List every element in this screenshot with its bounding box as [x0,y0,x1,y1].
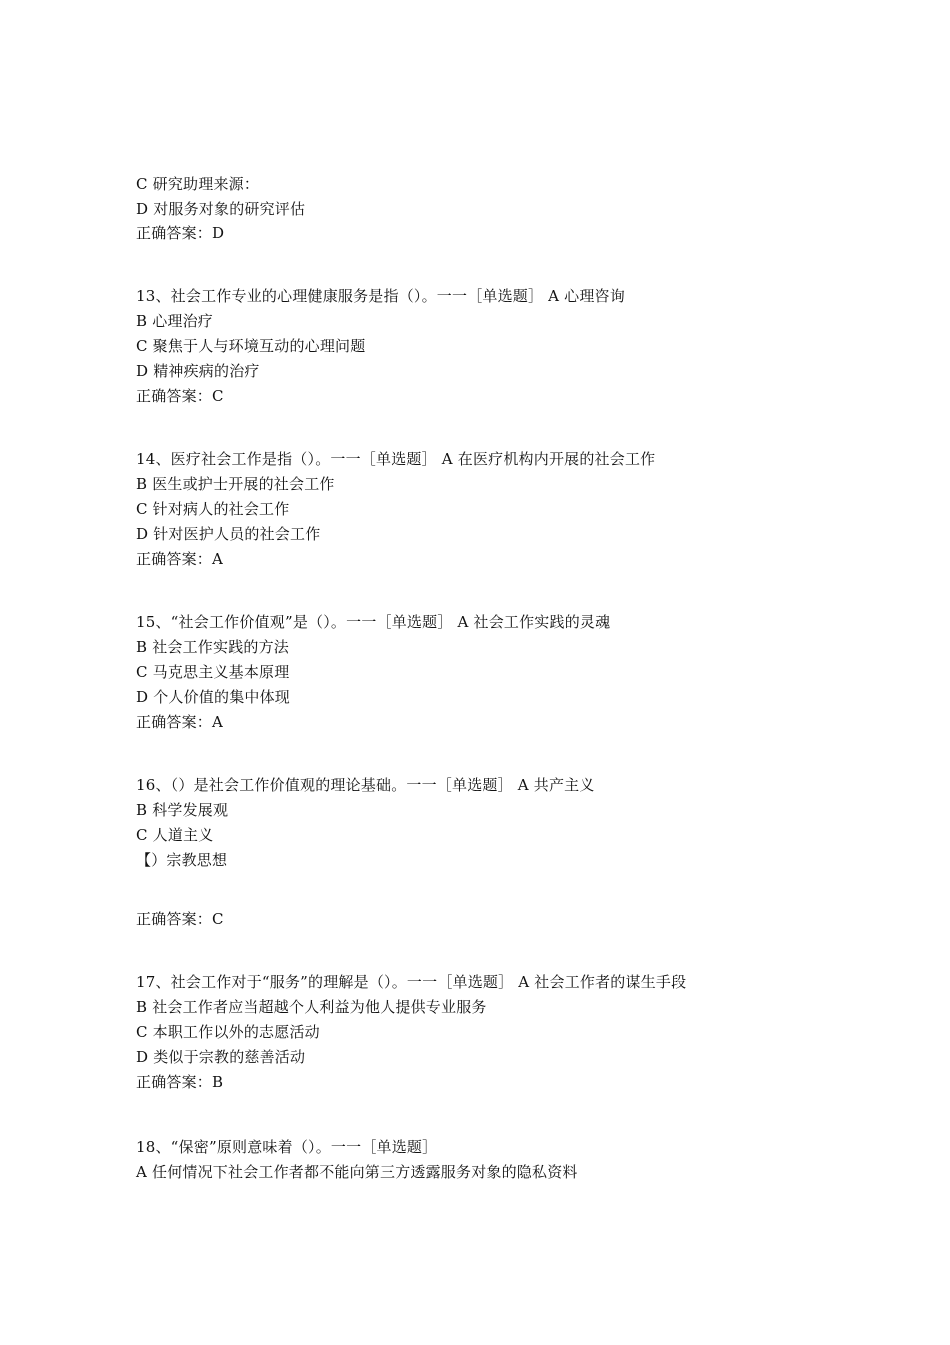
question-17: 17、社会工作对于“服务”的理解是（）。一一［单选题］ A 社会工作者的谋生手段 [136,973,687,991]
option-d-q14: D 针对医护人员的社会工作 [136,525,321,543]
answer-q12: 正确答案：D [136,224,225,242]
option-d-q16: 【）宗教思想 [136,851,228,869]
option-c-q17: C 本职工作以外的志愿活动 [136,1023,320,1041]
answer-q16: 正确答案：C [136,910,224,928]
option-d-q12: D 对服务对象的研究评估 [136,200,306,218]
option-c-q16: C 人道主义 [136,826,214,844]
option-b-q16: B 科学发展观 [136,801,229,819]
option-c-q14: C 针对病人的社会工作 [136,500,290,518]
question-14: 14、医疗社会工作是指（）。一一［单选题］ A 在医疗机构内开展的社会工作 [136,450,656,468]
answer-q17: 正确答案：B [136,1073,224,1091]
option-b-q15: B 社会工作实践的方法 [136,638,289,656]
option-c-q13: C 聚焦于人与环境互动的心理问题 [136,337,366,355]
option-c-q15: C 马克思主义基本原理 [136,663,290,681]
question-16: 16、（）是社会工作价值观的理论基础。一一［单选题］ A 共产主义 [136,776,595,794]
question-13: 13、社会工作专业的心理健康服务是指（）。一一［单选题］ A 心理咨询 [136,287,625,305]
option-d-q15: D 个人价值的集中体现 [136,688,290,706]
option-d-q13: D 精神疾病的治疗 [136,362,260,380]
answer-q14: 正确答案：A [136,550,224,568]
option-d-q17: D 类似于宗教的慈善活动 [136,1048,306,1066]
option-b-q14: B 医生或护士开展的社会工作 [136,475,335,493]
option-a-q18: A 任何情况下社会工作者都不能向第三方透露服务对象的隐私资料 [136,1163,578,1181]
question-18: 18、“保密”原则意味着（）。一一［单选题］ [136,1138,438,1156]
question-15: 15、“社会工作价值观”是（）。一一［单选题］ A 社会工作实践的灵魂 [136,613,611,631]
option-b-q13: B 心理治疗 [136,312,213,330]
option-b-q17: B 社会工作者应当超越个人利益为他人提供专业服务 [136,998,487,1016]
answer-q15: 正确答案：A [136,713,224,731]
option-c-q12: C 研究助理来源： [136,175,260,193]
answer-q13: 正确答案：C [136,387,224,405]
